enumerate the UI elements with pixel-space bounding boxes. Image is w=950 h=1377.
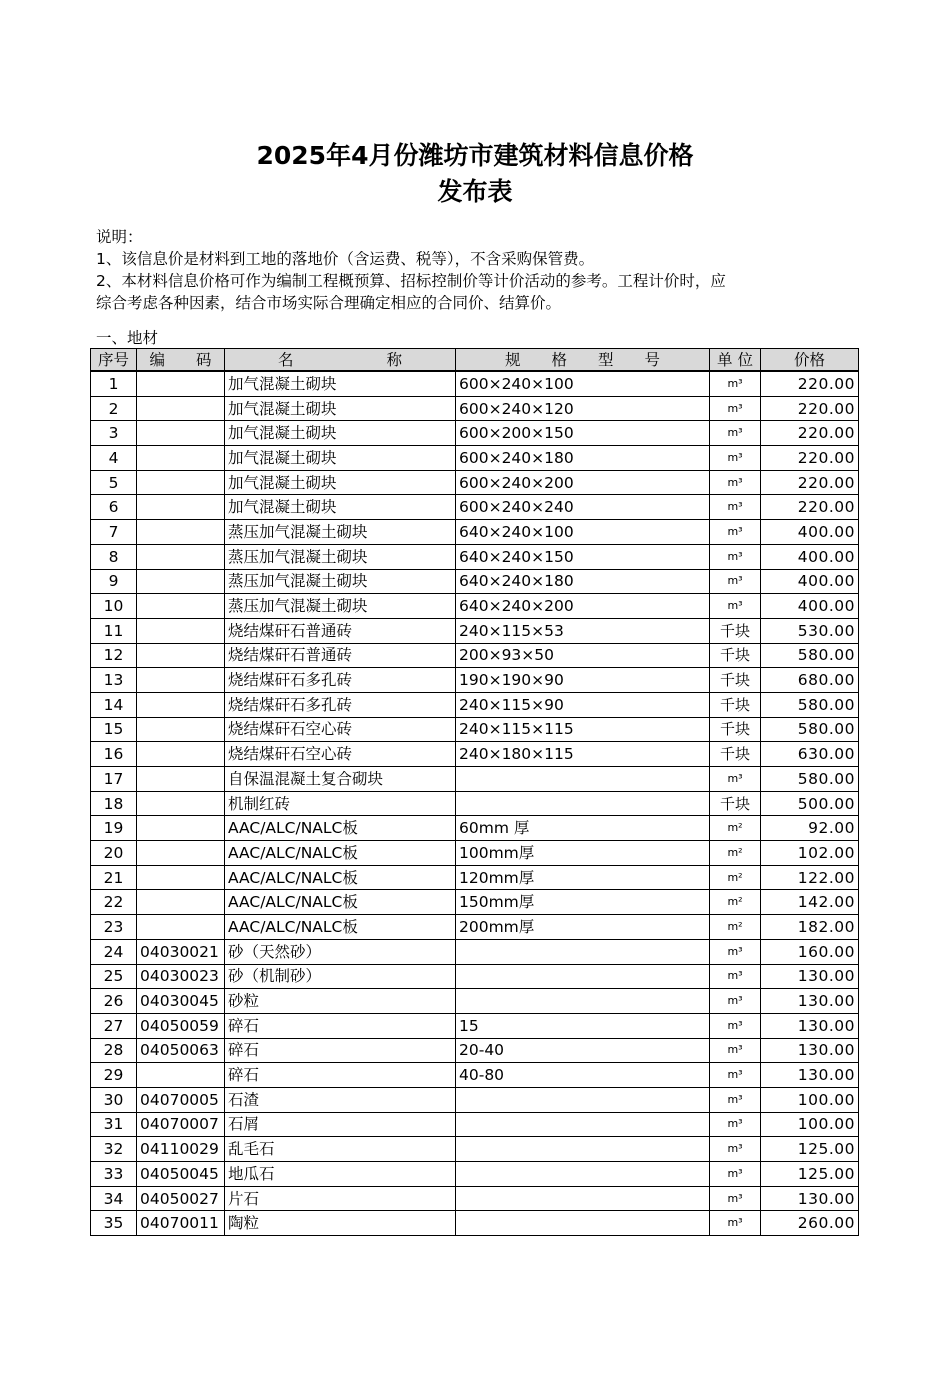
table-row bbox=[91, 1186, 859, 1211]
cell-price: 142.00 bbox=[761, 890, 859, 915]
cell-spec: 600×240×120 bbox=[456, 396, 710, 421]
cell-name: 烧结煤矸石空心砖 bbox=[225, 717, 456, 742]
cell-code bbox=[137, 371, 225, 396]
cell-name: 自保温混凝土复合砌块 bbox=[225, 767, 456, 792]
table-body bbox=[91, 371, 859, 1236]
cell-seq: 10 bbox=[91, 594, 137, 619]
cell-unit: m² bbox=[710, 865, 761, 890]
cell-unit: m³ bbox=[710, 569, 761, 594]
cell-name: 烧结煤矸石空心砖 bbox=[225, 742, 456, 767]
document-title: 2025年4月份潍坊市建筑材料信息价格 bbox=[256, 141, 694, 170]
cell-seq: 21 bbox=[91, 865, 137, 890]
cell-seq: 3 bbox=[91, 421, 137, 446]
cell-price: 125.00 bbox=[761, 1137, 859, 1162]
cell-seq: 26 bbox=[91, 989, 137, 1014]
cell-seq: 25 bbox=[91, 964, 137, 989]
cell-code bbox=[137, 915, 225, 940]
cell-seq: 17 bbox=[91, 767, 137, 792]
cell-seq: 23 bbox=[91, 915, 137, 940]
cell-unit: 千块 bbox=[710, 717, 761, 742]
cell-code bbox=[137, 618, 225, 643]
cell-seq: 18 bbox=[91, 791, 137, 816]
cell-price: 102.00 bbox=[761, 841, 859, 866]
cell-price: 130.00 bbox=[761, 1063, 859, 1088]
table-row bbox=[91, 767, 859, 792]
cell-spec: 200×93×50 bbox=[456, 643, 710, 668]
cell-name: 蒸压加气混凝土砌块 bbox=[225, 544, 456, 569]
cell-name: 砂粒 bbox=[225, 989, 456, 1014]
cell-unit: m² bbox=[710, 915, 761, 940]
table-row bbox=[91, 989, 859, 1014]
table-row bbox=[91, 1211, 859, 1236]
cell-seq: 4 bbox=[91, 446, 137, 471]
table-row bbox=[91, 1038, 859, 1063]
cell-price: 130.00 bbox=[761, 1013, 859, 1038]
table-row bbox=[91, 1112, 859, 1137]
cell-unit: m³ bbox=[710, 1162, 761, 1187]
cell-spec: 60mm 厚 bbox=[456, 816, 710, 841]
cell-seq: 5 bbox=[91, 470, 137, 495]
cell-seq: 34 bbox=[91, 1186, 137, 1211]
cell-code bbox=[137, 569, 225, 594]
cell-name: 烧结煤矸石多孔砖 bbox=[225, 692, 456, 717]
cell-name: 烧结煤矸石多孔砖 bbox=[225, 668, 456, 693]
cell-unit: 千块 bbox=[710, 692, 761, 717]
cell-code bbox=[137, 643, 225, 668]
cell-name: 加气混凝土砌块 bbox=[225, 495, 456, 520]
cell-spec: 15 bbox=[456, 1013, 710, 1038]
cell-name: 烧结煤矸石普通砖 bbox=[225, 643, 456, 668]
cell-unit: m³ bbox=[710, 1211, 761, 1236]
cell-code: 04050027 bbox=[137, 1186, 225, 1211]
cell-spec: 20-40 bbox=[456, 1038, 710, 1063]
table-row bbox=[91, 717, 859, 742]
cell-price: 400.00 bbox=[761, 544, 859, 569]
cell-name: 烧结煤矸石普通砖 bbox=[225, 618, 456, 643]
cell-spec: 600×240×100 bbox=[456, 371, 710, 396]
cell-spec: 600×240×200 bbox=[456, 470, 710, 495]
cell-unit: m² bbox=[710, 816, 761, 841]
table-row bbox=[91, 742, 859, 767]
table-row bbox=[91, 692, 859, 717]
cell-seq: 20 bbox=[91, 841, 137, 866]
cell-price: 100.00 bbox=[761, 1112, 859, 1137]
cell-price: 500.00 bbox=[761, 791, 859, 816]
cell-unit: m³ bbox=[710, 964, 761, 989]
cell-spec bbox=[456, 1137, 710, 1162]
cell-name: 乱毛石 bbox=[225, 1137, 456, 1162]
cell-spec: 190×190×90 bbox=[456, 668, 710, 693]
table-row bbox=[91, 495, 859, 520]
cell-seq: 29 bbox=[91, 1063, 137, 1088]
cell-name: 加气混凝土砌块 bbox=[225, 421, 456, 446]
cell-price: 160.00 bbox=[761, 939, 859, 964]
cell-name: 蒸压加气混凝土砌块 bbox=[225, 520, 456, 545]
cell-code bbox=[137, 520, 225, 545]
header-name: 名 称 bbox=[225, 349, 456, 372]
cell-spec bbox=[456, 1211, 710, 1236]
table-row bbox=[91, 371, 859, 396]
cell-spec bbox=[456, 1162, 710, 1187]
cell-price: 100.00 bbox=[761, 1087, 859, 1112]
cell-price: 220.00 bbox=[761, 446, 859, 471]
cell-price: 580.00 bbox=[761, 692, 859, 717]
table-row bbox=[91, 1087, 859, 1112]
cell-unit: m³ bbox=[710, 1063, 761, 1088]
cell-spec: 240×115×115 bbox=[456, 717, 710, 742]
table-row bbox=[91, 421, 859, 446]
cell-price: 122.00 bbox=[761, 865, 859, 890]
table-row bbox=[91, 446, 859, 471]
table-header bbox=[91, 349, 859, 372]
cell-code bbox=[137, 544, 225, 569]
cell-spec bbox=[456, 989, 710, 1014]
cell-price: 680.00 bbox=[761, 668, 859, 693]
table-row bbox=[91, 1162, 859, 1187]
cell-seq: 24 bbox=[91, 939, 137, 964]
cell-name: AAC/ALC/NALC板 bbox=[225, 865, 456, 890]
cell-price: 92.00 bbox=[761, 816, 859, 841]
cell-price: 130.00 bbox=[761, 1186, 859, 1211]
cell-name: AAC/ALC/NALC板 bbox=[225, 816, 456, 841]
table-row bbox=[91, 594, 859, 619]
cell-name: 碎石 bbox=[225, 1013, 456, 1038]
table-row bbox=[91, 964, 859, 989]
cell-code bbox=[137, 421, 225, 446]
cell-code: 04050059 bbox=[137, 1013, 225, 1038]
table-row bbox=[91, 915, 859, 940]
cell-name: 加气混凝土砌块 bbox=[225, 446, 456, 471]
cell-price: 400.00 bbox=[761, 594, 859, 619]
cell-price: 400.00 bbox=[761, 569, 859, 594]
cell-unit: m³ bbox=[710, 544, 761, 569]
cell-spec bbox=[456, 1186, 710, 1211]
cell-unit: m³ bbox=[710, 1038, 761, 1063]
cell-code bbox=[137, 668, 225, 693]
table-row bbox=[91, 890, 859, 915]
note-item-1: 1、该信息价是材料到工地的落地价（含运费、税等），不含采购保管费。 bbox=[96, 250, 595, 268]
cell-code: 04070011 bbox=[137, 1211, 225, 1236]
cell-unit: 千块 bbox=[710, 618, 761, 643]
cell-code bbox=[137, 495, 225, 520]
cell-price: 260.00 bbox=[761, 1211, 859, 1236]
cell-spec: 640×240×180 bbox=[456, 569, 710, 594]
cell-name: AAC/ALC/NALC板 bbox=[225, 890, 456, 915]
notes-block bbox=[96, 226, 856, 314]
cell-unit: m³ bbox=[710, 371, 761, 396]
cell-name: 石屑 bbox=[225, 1112, 456, 1137]
cell-price: 220.00 bbox=[761, 470, 859, 495]
cell-seq: 7 bbox=[91, 520, 137, 545]
cell-spec bbox=[456, 1112, 710, 1137]
cell-unit: m³ bbox=[710, 421, 761, 446]
cell-name: 陶粒 bbox=[225, 1211, 456, 1236]
cell-seq: 31 bbox=[91, 1112, 137, 1137]
cell-code: 04050045 bbox=[137, 1162, 225, 1187]
cell-name: AAC/ALC/NALC板 bbox=[225, 915, 456, 940]
cell-code bbox=[137, 692, 225, 717]
table-row bbox=[91, 939, 859, 964]
cell-unit: m³ bbox=[710, 396, 761, 421]
cell-code: 04030045 bbox=[137, 989, 225, 1014]
cell-spec bbox=[456, 939, 710, 964]
cell-spec: 640×240×200 bbox=[456, 594, 710, 619]
table-row bbox=[91, 643, 859, 668]
header-unit: 单 位 bbox=[710, 349, 761, 372]
cell-code bbox=[137, 816, 225, 841]
header-seq: 序号 bbox=[91, 349, 137, 372]
cell-spec: 600×240×240 bbox=[456, 495, 710, 520]
table-row bbox=[91, 569, 859, 594]
price-table bbox=[90, 348, 859, 1236]
cell-unit: m³ bbox=[710, 1137, 761, 1162]
cell-price: 630.00 bbox=[761, 742, 859, 767]
cell-code bbox=[137, 470, 225, 495]
cell-price: 580.00 bbox=[761, 643, 859, 668]
table-row bbox=[91, 816, 859, 841]
cell-code: 04050063 bbox=[137, 1038, 225, 1063]
cell-code: 04110029 bbox=[137, 1137, 225, 1162]
cell-name: 蒸压加气混凝土砌块 bbox=[225, 594, 456, 619]
header-price: 价格 bbox=[761, 349, 859, 372]
cell-unit: m³ bbox=[710, 1186, 761, 1211]
cell-code bbox=[137, 396, 225, 421]
table-row bbox=[91, 791, 859, 816]
cell-code bbox=[137, 446, 225, 471]
note-item-2-continued: 综合考虑各种因素，结合市场实际合理确定相应的合同价、结算价。 bbox=[96, 294, 562, 312]
table-row bbox=[91, 544, 859, 569]
cell-code bbox=[137, 717, 225, 742]
cell-seq: 30 bbox=[91, 1087, 137, 1112]
header-code: 编 码 bbox=[137, 349, 225, 372]
cell-code: 04030023 bbox=[137, 964, 225, 989]
cell-code bbox=[137, 890, 225, 915]
cell-price: 130.00 bbox=[761, 964, 859, 989]
cell-spec: 240×180×115 bbox=[456, 742, 710, 767]
cell-code bbox=[137, 1063, 225, 1088]
cell-name: AAC/ALC/NALC板 bbox=[225, 841, 456, 866]
cell-price: 130.00 bbox=[761, 989, 859, 1014]
cell-spec: 200mm厚 bbox=[456, 915, 710, 940]
cell-price: 580.00 bbox=[761, 767, 859, 792]
cell-spec bbox=[456, 964, 710, 989]
cell-code: 04030021 bbox=[137, 939, 225, 964]
cell-code bbox=[137, 791, 225, 816]
cell-seq: 27 bbox=[91, 1013, 137, 1038]
cell-price: 220.00 bbox=[761, 371, 859, 396]
cell-name: 片石 bbox=[225, 1186, 456, 1211]
cell-seq: 13 bbox=[91, 668, 137, 693]
cell-seq: 9 bbox=[91, 569, 137, 594]
table-row bbox=[91, 1013, 859, 1038]
cell-unit: m³ bbox=[710, 470, 761, 495]
cell-spec: 640×240×100 bbox=[456, 520, 710, 545]
cell-spec bbox=[456, 767, 710, 792]
table-row bbox=[91, 396, 859, 421]
cell-spec: 240×115×53 bbox=[456, 618, 710, 643]
table-row bbox=[91, 668, 859, 693]
cell-unit: m³ bbox=[710, 939, 761, 964]
cell-price: 220.00 bbox=[761, 421, 859, 446]
cell-code bbox=[137, 841, 225, 866]
cell-spec bbox=[456, 1087, 710, 1112]
cell-seq: 11 bbox=[91, 618, 137, 643]
cell-spec: 640×240×150 bbox=[456, 544, 710, 569]
cell-unit: m³ bbox=[710, 767, 761, 792]
cell-code bbox=[137, 865, 225, 890]
cell-code bbox=[137, 594, 225, 619]
cell-spec: 150mm厚 bbox=[456, 890, 710, 915]
cell-unit: 千块 bbox=[710, 643, 761, 668]
cell-unit: m³ bbox=[710, 520, 761, 545]
cell-name: 砂（机制砂） bbox=[225, 964, 456, 989]
cell-name: 碎石 bbox=[225, 1038, 456, 1063]
cell-unit: 千块 bbox=[710, 791, 761, 816]
cell-seq: 19 bbox=[91, 816, 137, 841]
cell-code bbox=[137, 742, 225, 767]
cell-name: 石渣 bbox=[225, 1087, 456, 1112]
cell-unit: m³ bbox=[710, 594, 761, 619]
cell-unit: m³ bbox=[710, 495, 761, 520]
cell-name: 蒸压加气混凝土砌块 bbox=[225, 569, 456, 594]
cell-price: 182.00 bbox=[761, 915, 859, 940]
cell-spec bbox=[456, 791, 710, 816]
cell-spec: 100mm厚 bbox=[456, 841, 710, 866]
cell-code bbox=[137, 767, 225, 792]
cell-price: 125.00 bbox=[761, 1162, 859, 1187]
cell-seq: 15 bbox=[91, 717, 137, 742]
section-title: 一、地材 bbox=[96, 329, 159, 347]
cell-spec: 120mm厚 bbox=[456, 865, 710, 890]
cell-unit: m³ bbox=[710, 989, 761, 1014]
cell-spec: 600×200×150 bbox=[456, 421, 710, 446]
cell-name: 加气混凝土砌块 bbox=[225, 470, 456, 495]
cell-unit: m³ bbox=[710, 1087, 761, 1112]
cell-price: 130.00 bbox=[761, 1038, 859, 1063]
cell-seq: 28 bbox=[91, 1038, 137, 1063]
cell-code: 04070005 bbox=[137, 1087, 225, 1112]
table-row bbox=[91, 865, 859, 890]
cell-seq: 2 bbox=[91, 396, 137, 421]
cell-price: 220.00 bbox=[761, 396, 859, 421]
cell-name: 加气混凝土砌块 bbox=[225, 371, 456, 396]
cell-name: 砂（天然砂） bbox=[225, 939, 456, 964]
cell-seq: 33 bbox=[91, 1162, 137, 1187]
cell-seq: 8 bbox=[91, 544, 137, 569]
header-spec: 规 格 型 号 bbox=[456, 349, 710, 372]
cell-seq: 1 bbox=[91, 371, 137, 396]
cell-unit: m³ bbox=[710, 1112, 761, 1137]
table-row bbox=[91, 520, 859, 545]
cell-unit: m² bbox=[710, 890, 761, 915]
cell-unit: 千块 bbox=[710, 742, 761, 767]
cell-unit: m³ bbox=[710, 1013, 761, 1038]
cell-unit: 千块 bbox=[710, 668, 761, 693]
table-row bbox=[91, 1137, 859, 1162]
cell-code: 04070007 bbox=[137, 1112, 225, 1137]
notes-heading: 说明： bbox=[96, 228, 143, 246]
cell-price: 530.00 bbox=[761, 618, 859, 643]
cell-name: 碎石 bbox=[225, 1063, 456, 1088]
cell-spec: 240×115×90 bbox=[456, 692, 710, 717]
cell-seq: 14 bbox=[91, 692, 137, 717]
cell-seq: 16 bbox=[91, 742, 137, 767]
cell-price: 220.00 bbox=[761, 495, 859, 520]
table-row bbox=[91, 1063, 859, 1088]
table-row bbox=[91, 470, 859, 495]
cell-name: 机制红砖 bbox=[225, 791, 456, 816]
table-row bbox=[91, 841, 859, 866]
cell-seq: 22 bbox=[91, 890, 137, 915]
cell-seq: 6 bbox=[91, 495, 137, 520]
cell-name: 加气混凝土砌块 bbox=[225, 396, 456, 421]
table-row bbox=[91, 618, 859, 643]
cell-seq: 32 bbox=[91, 1137, 137, 1162]
cell-seq: 12 bbox=[91, 643, 137, 668]
cell-spec: 600×240×180 bbox=[456, 446, 710, 471]
cell-name: 地瓜石 bbox=[225, 1162, 456, 1187]
cell-seq: 35 bbox=[91, 1211, 137, 1236]
cell-unit: m² bbox=[710, 841, 761, 866]
header-row bbox=[91, 349, 859, 372]
cell-price: 580.00 bbox=[761, 717, 859, 742]
document-title-line2: 发布表 bbox=[437, 177, 513, 206]
cell-price: 400.00 bbox=[761, 520, 859, 545]
cell-unit: m³ bbox=[710, 446, 761, 471]
cell-spec: 40-80 bbox=[456, 1063, 710, 1088]
note-item-2: 2、本材料信息价格可作为编制工程概预算、招标控制价等计价活动的参考。工程计价时，应 bbox=[96, 272, 726, 290]
